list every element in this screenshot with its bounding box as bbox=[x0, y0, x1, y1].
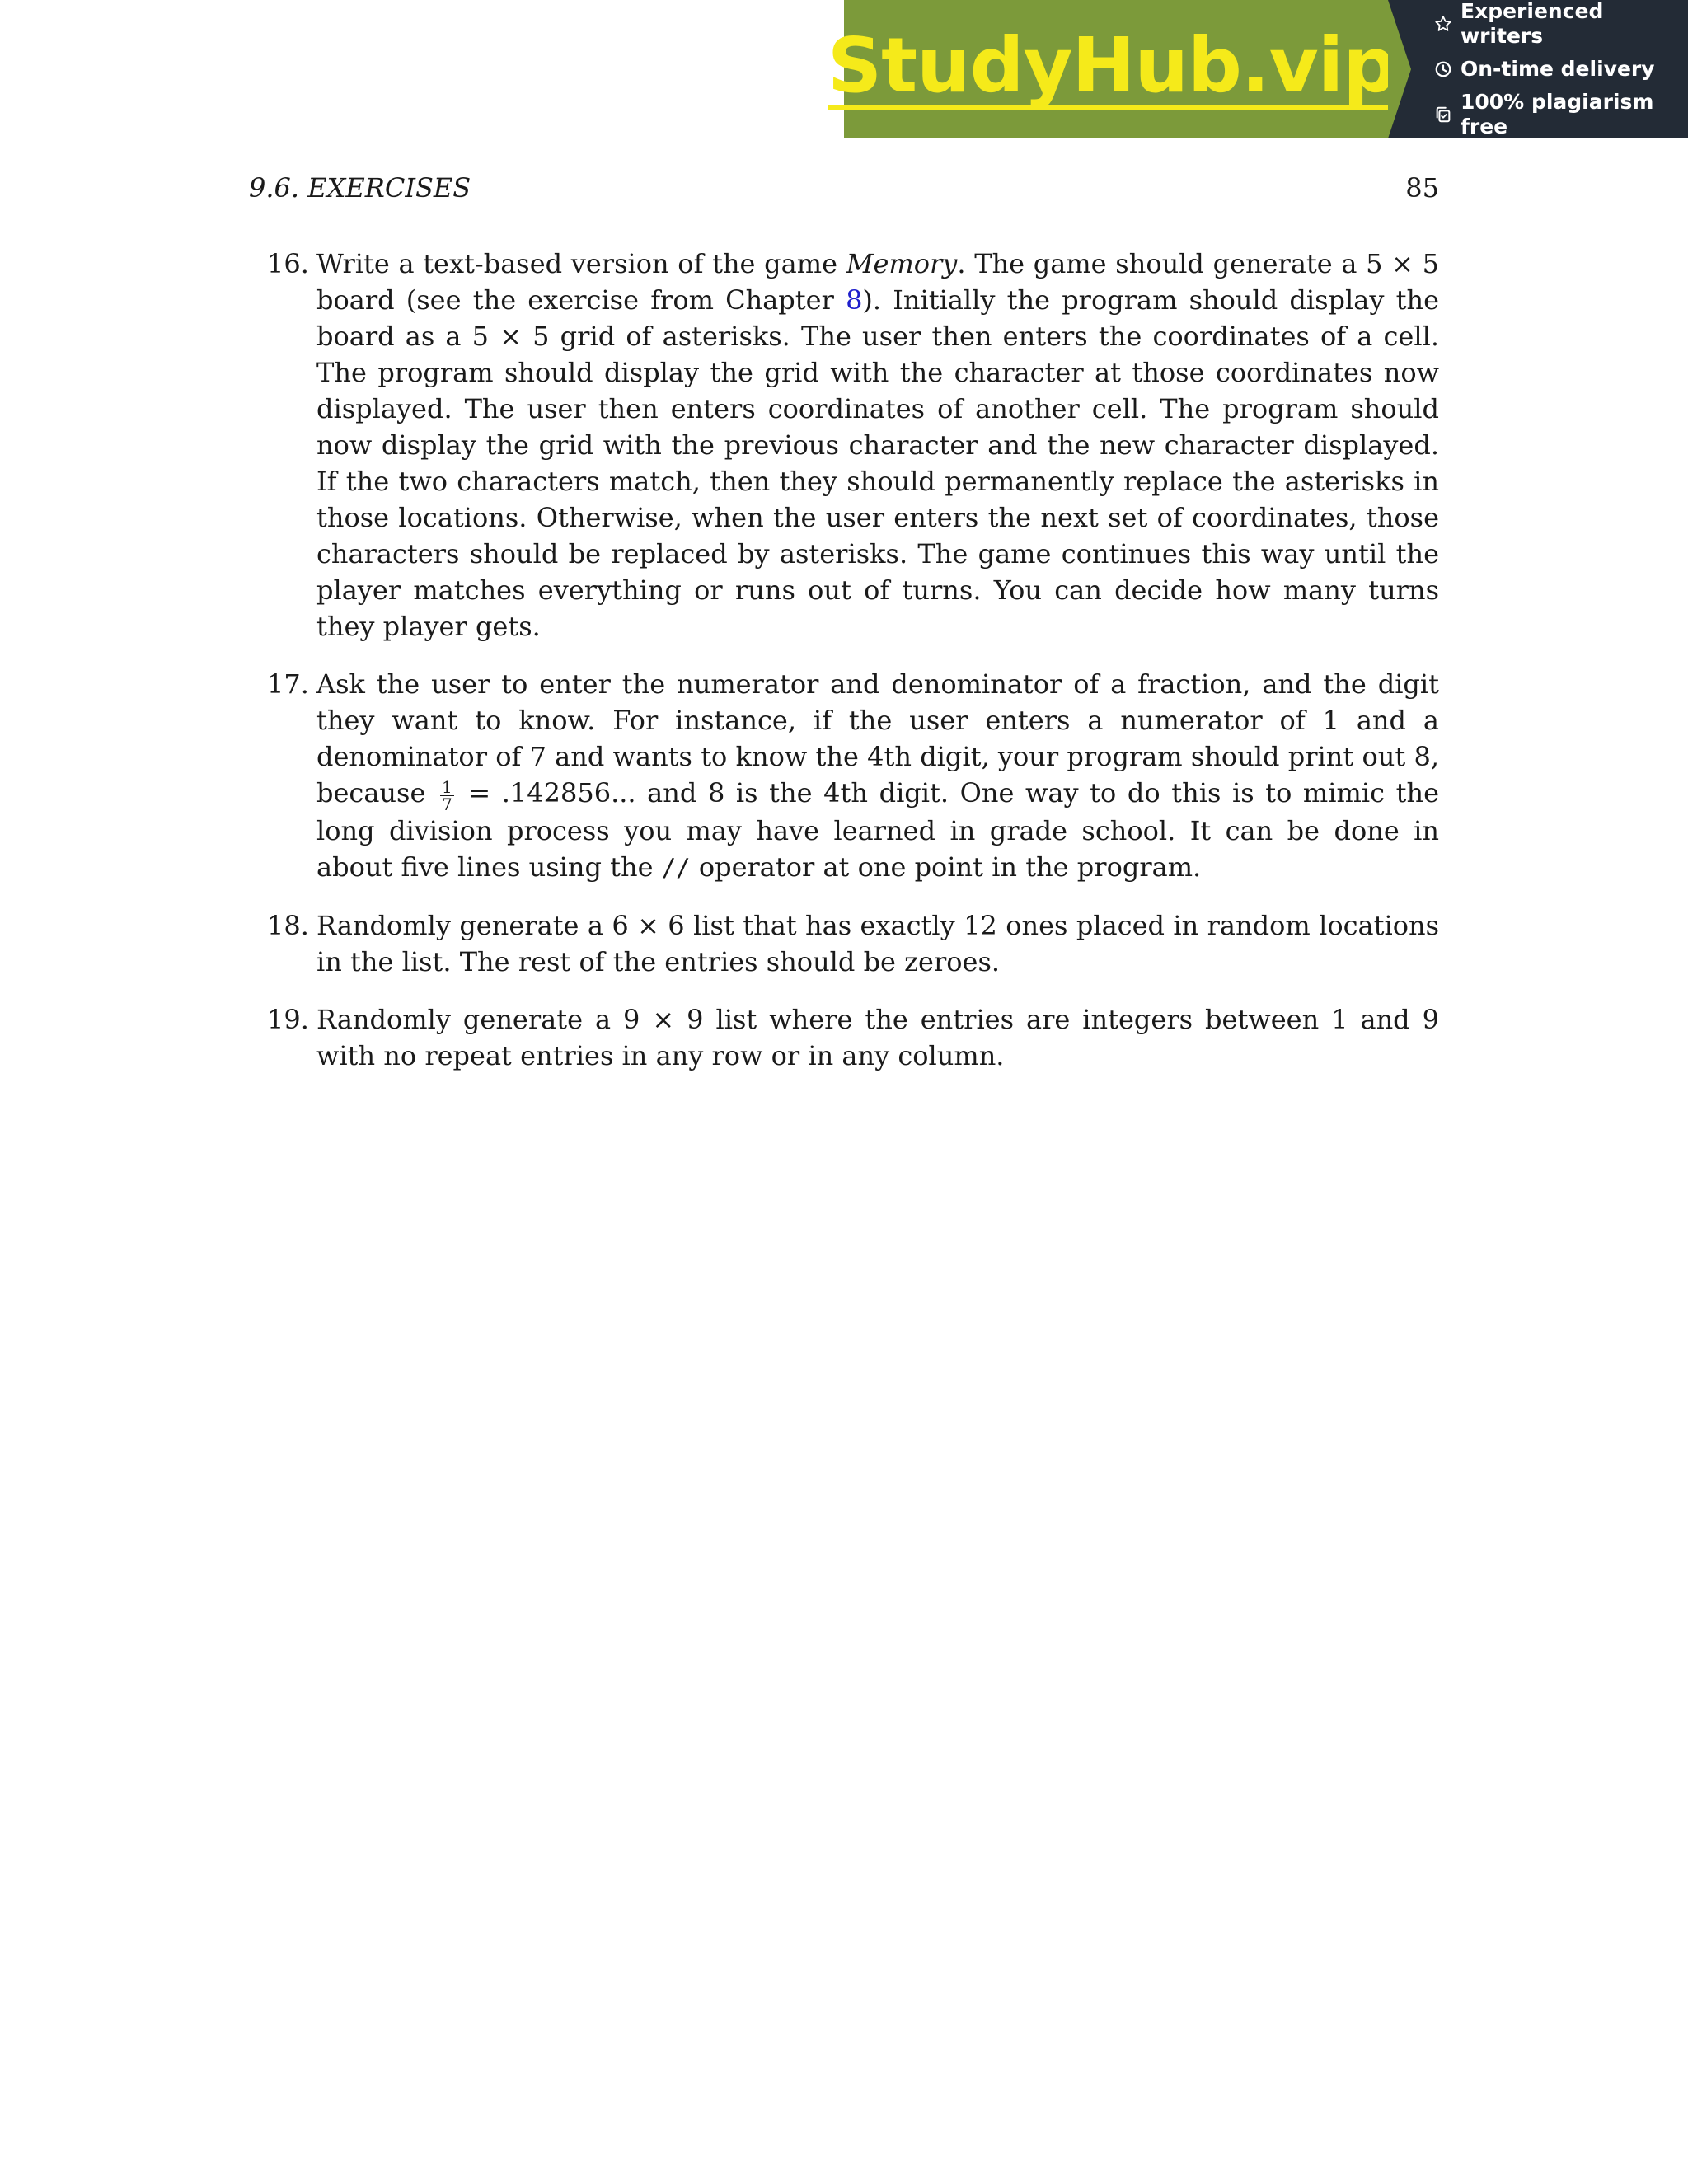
exercise-18 bbox=[249, 907, 1439, 980]
chapter-link[interactable]: 8 bbox=[846, 284, 863, 316]
exercise-number: 18. bbox=[267, 910, 309, 941]
exercise-text: Write a text-based version of the game bbox=[316, 248, 846, 279]
copy-icon bbox=[1434, 105, 1452, 124]
floor-division-operator: // bbox=[661, 854, 691, 882]
exercise-number: 19. bbox=[267, 1004, 309, 1035]
section-title: 9.6. EXERCISES bbox=[249, 172, 471, 204]
page-number: 85 bbox=[1405, 172, 1439, 204]
banner-features-panel bbox=[1388, 0, 1688, 138]
feature-text: Experienced writers bbox=[1461, 0, 1604, 48]
exercise-17 bbox=[249, 666, 1439, 886]
exercise-number: 16. bbox=[267, 248, 309, 279]
exercise-text: ). Initially the program should display the board as a 5 × 5 grid of asterisks. The user then enters the coordinates of a cell. The program should display the grid with the character at those coordinates now displayed. The user then enters coordinates of another cell. The program should now display the grid with the previous character and the new character displayed. If the two characters match, then they should permanently replace the asterisks in those locations. Otherwise, when the user enters the next set of coordinates, those characters should be replaced by asterisks. The game continues this way until the player matches everything or runs out of turns. You can decide how many turns they player gets. bbox=[316, 284, 1440, 642]
exercise-list bbox=[249, 246, 1439, 1095]
exercise-number: 17. bbox=[267, 668, 309, 700]
exercise-text: Randomly generate a 9 × 9 list where the entries are integers between 1 and 9 with no repeat entries in any row or in any column. bbox=[316, 1004, 1439, 1071]
game-title: Memory bbox=[846, 248, 958, 279]
exercise-text: Randomly generate a 6 × 6 list that has exactly 12 ones placed in random locations in the list. The rest of the entries should be zeroes. bbox=[316, 910, 1439, 977]
banner-brand-panel bbox=[827, 0, 1397, 138]
exercise-text: . The game should generate a 5 × 5 board (see the exercise from Chapter bbox=[316, 248, 1440, 316]
exercise-text: Ask the user to enter the numerator and denominator of a fraction, and the digit they want to know. For instance, if the user enters a numerator of 1 and a denominator of 7 and wants to know the 4th digit, your program should print out 8, because bbox=[316, 668, 1439, 808]
studyhub-banner[interactable] bbox=[827, 0, 1688, 138]
running-head bbox=[249, 171, 1439, 204]
fraction-numerator: 1 bbox=[442, 777, 452, 797]
fraction bbox=[440, 779, 454, 813]
brand-logo-text: StudyHub.vip bbox=[827, 21, 1397, 110]
exercise-19 bbox=[249, 1001, 1439, 1074]
fraction-denominator: 7 bbox=[442, 794, 452, 814]
clock-icon bbox=[1434, 60, 1452, 78]
exercise-16 bbox=[249, 246, 1439, 644]
feature-on-time-delivery bbox=[1434, 57, 1688, 82]
star-icon bbox=[1434, 15, 1452, 33]
exercise-text: = .142856... and 8 is the 4th digit. One way to do this is to mimic the long division process you may have learned in grade school. It can be done in about five lines using the bbox=[316, 777, 1440, 883]
feature-text: On-time delivery bbox=[1461, 57, 1655, 81]
feature-experienced-writers bbox=[1434, 0, 1688, 49]
exercise-text: operator at one point in the program. bbox=[690, 851, 1202, 883]
feature-text: 100% plagiarism free bbox=[1461, 90, 1654, 138]
feature-plagiarism-free bbox=[1434, 90, 1688, 139]
